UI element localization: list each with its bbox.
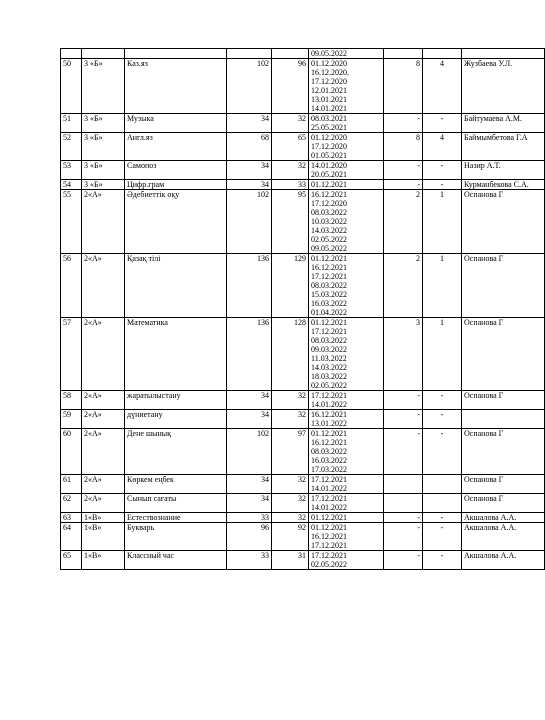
missed-count-a: - <box>384 391 423 410</box>
missed-count-a: 2 <box>384 254 423 318</box>
actual-hours: 32 <box>272 513 309 523</box>
date-entry: 18.03.2022 <box>311 372 347 381</box>
date-entry: 01.12.2021 <box>311 429 347 438</box>
planned-hours: 68 <box>227 133 272 161</box>
dates-list <box>309 551 384 570</box>
teacher-name: Акшалова А.А. <box>462 551 545 570</box>
row-number: 52 <box>61 133 82 161</box>
date-entry: 09.05.2022 <box>311 49 347 58</box>
missed-count-a: - <box>384 180 423 190</box>
teacher-name: Оспанова Г <box>462 318 545 391</box>
class-name: 1«В» <box>82 513 125 523</box>
table-row <box>61 190 545 254</box>
missed-count-a: - <box>384 161 423 180</box>
date-entry: 13.01.2021 <box>311 95 347 104</box>
planned-hours: 102 <box>227 59 272 114</box>
date-entry: 01.04.2022 <box>311 308 347 317</box>
planned-hours: 102 <box>227 429 272 475</box>
actual-hours: 32 <box>272 494 309 513</box>
subject-name: Сынып сағаты <box>125 494 227 513</box>
class-name: 2«А» <box>82 391 125 410</box>
date-entry: 17.12.2021 <box>311 272 347 281</box>
table-row <box>61 133 545 161</box>
dates-list <box>309 133 384 161</box>
date-entry: 16.03.2022 <box>311 456 347 465</box>
subject-name <box>125 49 227 59</box>
dates-list <box>309 318 384 391</box>
date-entry: 17.12.2021 <box>311 541 347 550</box>
date-entry: 01.12.2021 <box>311 318 347 327</box>
teacher-name: Оспанова Г <box>462 494 545 513</box>
row-number: 54 <box>61 180 82 190</box>
missed-count-b: - <box>423 114 462 133</box>
teacher-name: Курманбекова С.А. <box>462 180 545 190</box>
missed-count-a: - <box>384 429 423 475</box>
planned-hours: 34 <box>227 494 272 513</box>
missed-count-b: 4 <box>423 59 462 114</box>
table-row <box>61 523 545 551</box>
date-entry: 16.12.2021 <box>311 532 347 541</box>
date-entry: 17.12.2021 <box>311 494 347 503</box>
subject-name: Қазақ тілі <box>125 254 227 318</box>
class-name: 3 «Б» <box>82 59 125 114</box>
subject-name: Классный час <box>125 551 227 570</box>
missed-count-a: - <box>384 523 423 551</box>
date-entry: 08.03.2022 <box>311 208 347 217</box>
table-row <box>61 254 545 318</box>
row-number: 56 <box>61 254 82 318</box>
table-row <box>61 429 545 475</box>
teacher-name: Оспанова Г <box>462 190 545 254</box>
table-row <box>61 551 545 570</box>
date-entry: 17.12.2020 <box>311 199 347 208</box>
date-entry: 17.12.2021 <box>311 327 347 336</box>
planned-hours: 34 <box>227 114 272 133</box>
table-row <box>61 59 545 114</box>
missed-count-a <box>384 49 423 59</box>
teacher-name: Акшалова А.А. <box>462 523 545 551</box>
dates-list <box>309 391 384 410</box>
planned-hours: 136 <box>227 318 272 391</box>
date-entry: 16.12.2020. <box>311 68 349 77</box>
missed-count-b <box>423 475 462 494</box>
date-entry: 08.03.2022 <box>311 336 347 345</box>
actual-hours: 32 <box>272 114 309 133</box>
dates-list <box>309 190 384 254</box>
class-name: 2«А» <box>82 190 125 254</box>
date-entry: 01.12.2021 <box>311 523 347 532</box>
subject-name: Самопоз <box>125 161 227 180</box>
date-entry: 16.12.2021 <box>311 438 347 447</box>
date-entry: 01.12.2021 <box>311 513 347 522</box>
subject-name: Дене шынық <box>125 429 227 475</box>
table-row <box>61 494 545 513</box>
missed-count-a: 8 <box>384 133 423 161</box>
missed-count-b: 1 <box>423 254 462 318</box>
subject-name: Көркем еңбек <box>125 475 227 494</box>
actual-hours: 97 <box>272 429 309 475</box>
teacher-name: Оспанова Г <box>462 391 545 410</box>
subject-name: Англ.яз <box>125 133 227 161</box>
planned-hours: 34 <box>227 391 272 410</box>
actual-hours: 31 <box>272 551 309 570</box>
row-number: 58 <box>61 391 82 410</box>
dates-list <box>309 494 384 513</box>
row-number: 62 <box>61 494 82 513</box>
row-number: 57 <box>61 318 82 391</box>
date-entry: 16.12.2021 <box>311 410 347 419</box>
dates-list <box>309 180 384 190</box>
date-entry: 14.01.2020 <box>311 161 347 170</box>
class-name: 3 «Б» <box>82 180 125 190</box>
missed-count-a: 3 <box>384 318 423 391</box>
date-entry: 09.03.2022 <box>311 345 347 354</box>
class-name: 2«А» <box>82 254 125 318</box>
date-entry: 16.12.2021 <box>311 263 347 272</box>
teacher-name: Назир А.Т. <box>462 161 545 180</box>
date-entry: 20.05.2021 <box>311 170 347 179</box>
dates-list <box>309 475 384 494</box>
missed-count-a: 8 <box>384 59 423 114</box>
date-entry: 17.03.2022 <box>311 465 347 474</box>
table-row <box>61 318 545 391</box>
date-entry: 17.12.2020 <box>311 77 347 86</box>
class-name: 1«В» <box>82 523 125 551</box>
planned-hours: 102 <box>227 190 272 254</box>
class-name: 3 «Б» <box>82 161 125 180</box>
missed-count-b: - <box>423 523 462 551</box>
date-entry: 11.03.2022 <box>311 354 347 363</box>
missed-count-b: - <box>423 429 462 475</box>
missed-count-b: - <box>423 513 462 523</box>
date-entry: 08.03.2022 <box>311 447 347 456</box>
actual-hours <box>272 49 309 59</box>
table-row <box>61 513 545 523</box>
teacher-name: Оспанова Г <box>462 475 545 494</box>
dates-list <box>309 429 384 475</box>
date-entry: 02.05.2022 <box>311 560 347 569</box>
planned-hours: 34 <box>227 475 272 494</box>
date-entry: 08.03.2021 <box>311 114 347 123</box>
table-row <box>61 161 545 180</box>
date-entry: 08.03.2022 <box>311 281 347 290</box>
schedule-table <box>60 48 545 570</box>
dates-list <box>309 161 384 180</box>
row-number: 53 <box>61 161 82 180</box>
subject-name: Букварь <box>125 523 227 551</box>
date-entry: 17.12.2021 <box>311 475 347 484</box>
date-entry: 01.12.2020 <box>311 133 347 142</box>
date-entry: 14.01.2022 <box>311 503 347 512</box>
row-number: 63 <box>61 513 82 523</box>
planned-hours: 34 <box>227 180 272 190</box>
actual-hours: 32 <box>272 161 309 180</box>
dates-list <box>309 523 384 551</box>
date-entry: 15.03.2022 <box>311 290 347 299</box>
row-number: 61 <box>61 475 82 494</box>
class-name: 3 «Б» <box>82 133 125 161</box>
missed-count-a: 2 <box>384 190 423 254</box>
table-row <box>61 180 545 190</box>
date-entry: 17.12.2021 <box>311 391 347 400</box>
class-name: 3 «Б» <box>82 114 125 133</box>
subject-name: Цифр.грам <box>125 180 227 190</box>
planned-hours: 96 <box>227 523 272 551</box>
date-entry: 01.12.2021 <box>311 180 347 189</box>
date-entry: 02.05.2022 <box>311 381 347 390</box>
missed-count-b: - <box>423 391 462 410</box>
teacher-name <box>462 410 545 429</box>
date-entry: 13.01.2022 <box>311 419 347 428</box>
missed-count-b: - <box>423 180 462 190</box>
class-name: 2«А» <box>82 429 125 475</box>
row-number <box>61 49 82 59</box>
missed-count-b: - <box>423 161 462 180</box>
planned-hours: 136 <box>227 254 272 318</box>
teacher-name <box>462 49 545 59</box>
actual-hours: 92 <box>272 523 309 551</box>
row-number: 51 <box>61 114 82 133</box>
date-entry: 16.12.2021 <box>311 190 347 199</box>
missed-count-b: 4 <box>423 133 462 161</box>
subject-name: Каз.яз <box>125 59 227 114</box>
date-entry: 14.03.2022 <box>311 226 347 235</box>
date-entry: 25.05.2021 <box>311 123 347 132</box>
missed-count-b: 1 <box>423 190 462 254</box>
date-entry: 01.12.2020 <box>311 59 347 68</box>
subject-name: Музыка <box>125 114 227 133</box>
missed-count-b: - <box>423 410 462 429</box>
row-number: 59 <box>61 410 82 429</box>
date-entry: 01.12.2021 <box>311 254 347 263</box>
date-entry: 14.01.2021 <box>311 104 347 113</box>
subject-name: Әдебиеттік оқу <box>125 190 227 254</box>
date-entry: 14.01.2022 <box>311 400 347 409</box>
missed-count-a <box>384 475 423 494</box>
date-entry: 14.01.2022 <box>311 484 347 493</box>
class-name: 2«А» <box>82 318 125 391</box>
dates-list <box>309 254 384 318</box>
actual-hours: 33 <box>272 180 309 190</box>
actual-hours: 32 <box>272 410 309 429</box>
date-entry: 14.03.2022 <box>311 363 347 372</box>
date-entry: 16.03.2022 <box>311 299 347 308</box>
date-entry: 12.01.2021 <box>311 86 347 95</box>
missed-count-b <box>423 494 462 513</box>
teacher-name: Жузбаева У.Л. <box>462 59 545 114</box>
subject-name: Математика <box>125 318 227 391</box>
missed-count-a: - <box>384 513 423 523</box>
teacher-name: Оспанова Г <box>462 429 545 475</box>
dates-list <box>309 513 384 523</box>
planned-hours <box>227 49 272 59</box>
missed-count-b <box>423 49 462 59</box>
missed-count-a <box>384 494 423 513</box>
missed-count-a: - <box>384 114 423 133</box>
table-row <box>61 391 545 410</box>
teacher-name: Баймымбетова Г.А <box>462 133 545 161</box>
planned-hours: 33 <box>227 551 272 570</box>
dates-list <box>309 49 384 59</box>
row-number: 50 <box>61 59 82 114</box>
planned-hours: 33 <box>227 513 272 523</box>
missed-count-a: - <box>384 551 423 570</box>
actual-hours: 65 <box>272 133 309 161</box>
teacher-name: Акшалова А.А. <box>462 513 545 523</box>
date-entry: 02.05.2022 <box>311 235 347 244</box>
missed-count-b: 1 <box>423 318 462 391</box>
actual-hours: 32 <box>272 391 309 410</box>
missed-count-a: - <box>384 410 423 429</box>
actual-hours: 96 <box>272 59 309 114</box>
date-entry: 01.05.2021 <box>311 151 347 160</box>
dates-list <box>309 410 384 429</box>
actual-hours: 129 <box>272 254 309 318</box>
planned-hours: 34 <box>227 410 272 429</box>
row-number: 55 <box>61 190 82 254</box>
table-row <box>61 114 545 133</box>
subject-name: дүниетану <box>125 410 227 429</box>
schedule-table-body <box>61 49 545 570</box>
dates-list <box>309 59 384 114</box>
date-entry: 17.12.2020 <box>311 142 347 151</box>
subject-name: жаратылыстану <box>125 391 227 410</box>
row-number: 60 <box>61 429 82 475</box>
table-row <box>61 49 545 59</box>
actual-hours: 128 <box>272 318 309 391</box>
teacher-name: Оспанова Г <box>462 254 545 318</box>
table-row <box>61 475 545 494</box>
class-name: 1«В» <box>82 551 125 570</box>
class-name: 2«А» <box>82 475 125 494</box>
actual-hours: 32 <box>272 475 309 494</box>
subject-name: Естествознание <box>125 513 227 523</box>
dates-list <box>309 114 384 133</box>
teacher-name: Байтумаева А.М. <box>462 114 545 133</box>
date-entry: 17.12.2021 <box>311 551 347 560</box>
row-number: 65 <box>61 551 82 570</box>
date-entry: 09.05.2022 <box>311 244 347 253</box>
class-name <box>82 49 125 59</box>
actual-hours: 95 <box>272 190 309 254</box>
class-name: 2«А» <box>82 494 125 513</box>
table-row <box>61 410 545 429</box>
date-entry: 10.03.2022 <box>311 217 347 226</box>
row-number: 64 <box>61 523 82 551</box>
planned-hours: 34 <box>227 161 272 180</box>
missed-count-b: - <box>423 551 462 570</box>
class-name: 2«А» <box>82 410 125 429</box>
